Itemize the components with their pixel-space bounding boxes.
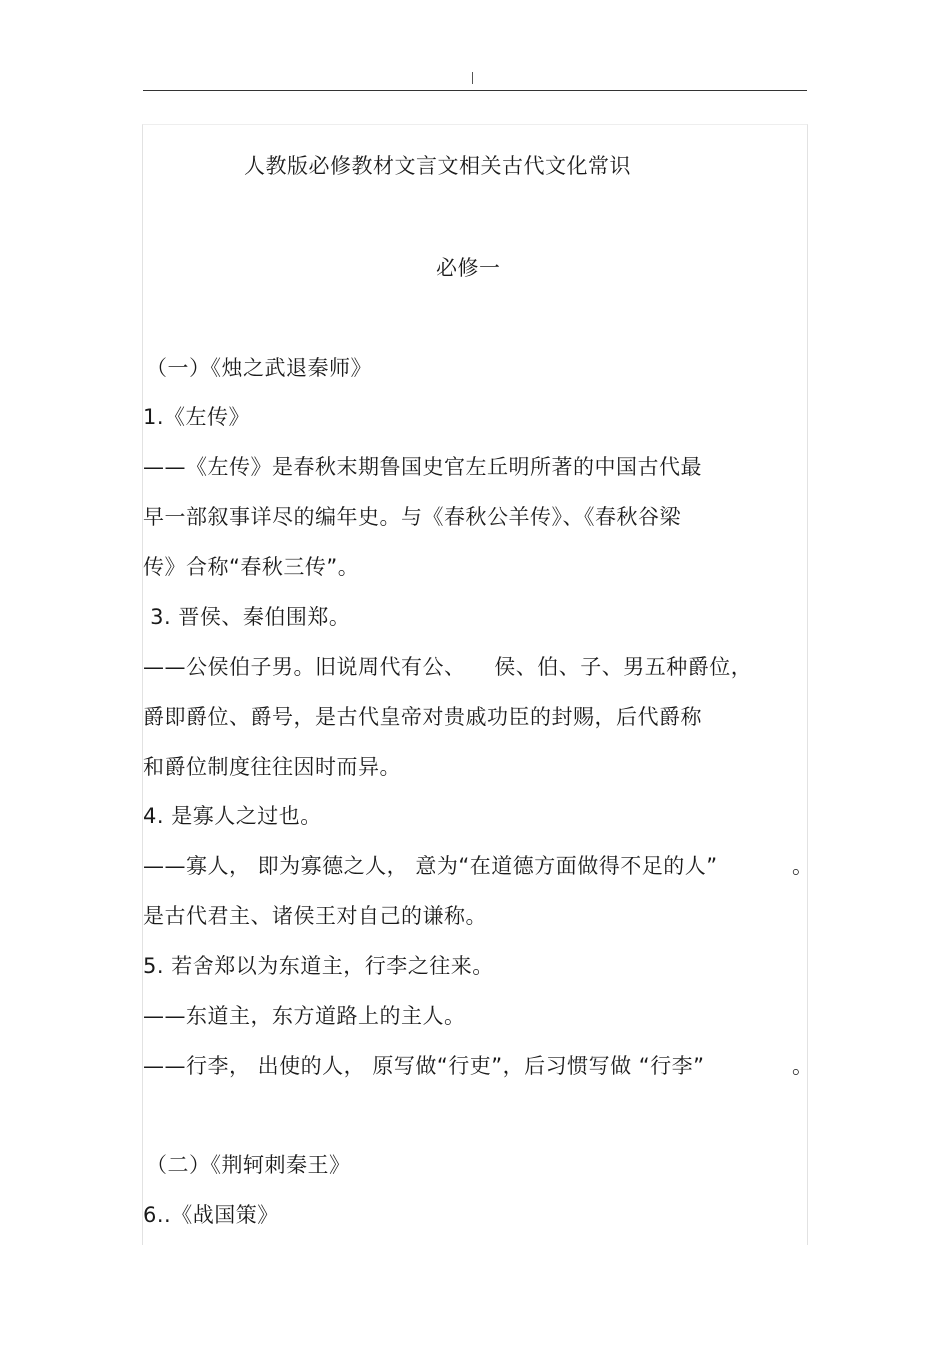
paragraph-line: ——公侯伯子男。旧说周代有公、 侯、伯、子、男五种爵位，: [143, 655, 753, 679]
paragraph-line: 爵即爵位、爵号，是古代皇帝对贵戚功臣的封赐，后代爵称: [143, 705, 702, 729]
lesson-heading-1: （一）《烛之武退秦师》: [146, 356, 372, 380]
paragraph-line: 是古代君主、诸侯王对自己的谦称。: [143, 904, 487, 928]
item-heading: 4. 是寡人之过也。: [143, 804, 322, 828]
item-heading: 5. 若舍郑以为东道主，行李之往来。: [143, 954, 494, 978]
item-heading: 6..《战国策》: [143, 1203, 279, 1227]
paragraph-line: 传》合称“春秋三传”。: [143, 555, 360, 579]
section-heading: 必修一: [436, 256, 501, 280]
paragraph-line: 和爵位制度往往因时而异。: [143, 755, 401, 779]
header-mark: [472, 72, 473, 84]
item-heading: 1.《左传》: [143, 405, 251, 429]
header-rule: [143, 90, 807, 91]
paragraph-line: ——东道主，东方道路上的主人。: [143, 1004, 466, 1028]
lesson-heading-2: （二）《荆轲刺秦王》: [146, 1153, 351, 1177]
paragraph-line: ——寡人， 即为寡德之人， 意为“在道德方面做得不足的人”: [143, 854, 718, 878]
paragraph-line: ——行李， 出使的人， 原写做“行吏”，后习惯写做 “行李”: [143, 1054, 705, 1078]
paragraph-line: ——《左传》是春秋末期鲁国史官左丘明所著的中国古代最: [143, 455, 702, 479]
trailing-period: 。: [792, 1054, 813, 1078]
item-heading: 3. 晋侯、秦伯围郑。: [143, 605, 351, 629]
paragraph-line: 早一部叙事详尽的编年史。与《春秋公羊传》、《春秋谷梁: [143, 505, 681, 529]
trailing-period: 。: [792, 854, 813, 878]
document-title: 人教版必修教材文言文相关古代文化常识: [244, 154, 631, 178]
